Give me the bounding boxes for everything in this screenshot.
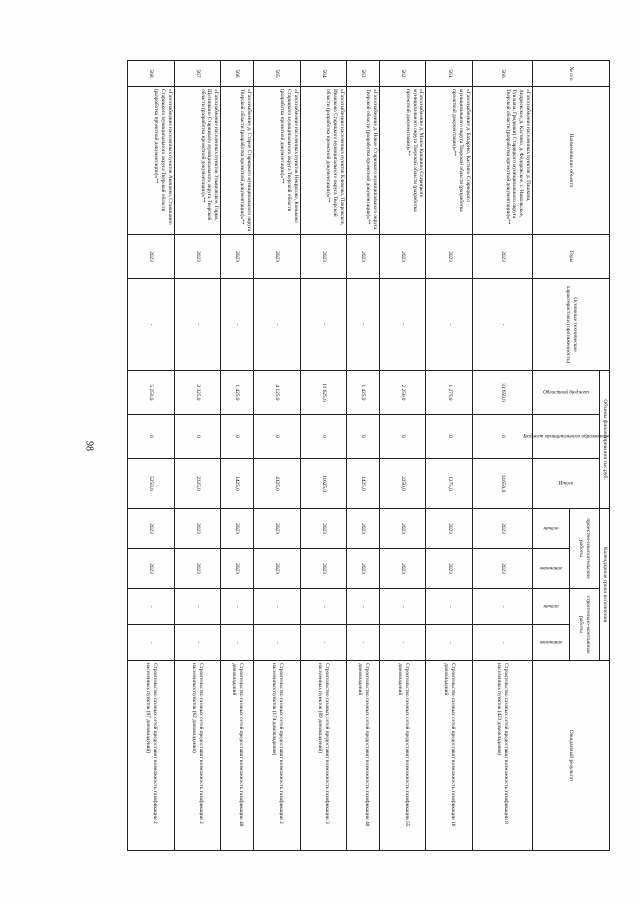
cell-design-start: 2023: [300, 509, 346, 549]
table-row: [300, 61, 346, 851]
cell-total: 2325,0: [174, 459, 220, 509]
cell-total: 31650,0: [472, 459, 532, 509]
header-fin-regional: [532, 371, 599, 415]
cell-num: 568: [128, 61, 175, 87]
cell-name: «Газоснабжение населенных пунктов д. Пашкова, Андреевское, д. Кастино, д. Фёдоровское, с. Никольское, Туношна, Гриденки) Старицкого муниципального округа Тверской области (разработка проектной документации)»**: [472, 87, 532, 235]
cell-characteristics: -: [426, 279, 472, 371]
cell-design-start: 2023: [347, 509, 380, 549]
cell-regional-budget: 31 650,0: [472, 371, 532, 415]
cell-characteristics: -: [347, 279, 380, 371]
cell-num: 560: [472, 61, 532, 87]
cell-municipal-budget: 0: [380, 415, 426, 459]
cell-result: Строительство газовых сетей предоставит возможность газификации 48 домовладений: [347, 661, 380, 851]
cell-num: 567: [174, 61, 220, 87]
table-row: [174, 61, 220, 851]
header-design-start: [532, 509, 569, 549]
cell-years: 2023: [472, 235, 532, 279]
cell-result: Строительство газовых сетей предоставит возможность газификации 2 населенных пунктов (62 домовладения): [174, 661, 220, 851]
cell-construction-start: -: [254, 589, 300, 625]
cell-name: «Газоснабжение населенных пунктов Акишево, Станишино Старицкого муниципального округа Тверской области (разработка проектной документации)»**: [128, 87, 175, 235]
table-body: [128, 61, 533, 851]
cell-total: 1425,0: [347, 459, 380, 509]
header-design-start-text: начало: [543, 525, 559, 532]
cell-years: 2023: [380, 235, 426, 279]
header-fin-total-text: Итого: [558, 480, 574, 487]
cell-characteristics: -: [128, 279, 175, 371]
table-row: [254, 61, 300, 851]
cell-design-end: 2023: [300, 549, 346, 589]
cell-name: «Газоснабжение населенных пунктов Некрасово, Коньково Старицкого муниципального округа Тверской области (разработка проектной документации)»**: [254, 87, 300, 235]
cell-name: «Газоснабжение д. Малое Кишкино Старицкого муниципального округа Тверской области (разработка проектной документации)»**: [380, 87, 426, 235]
header-fin-total: [532, 459, 599, 509]
table-row: [221, 61, 254, 851]
cell-characteristics: -: [254, 279, 300, 371]
cell-construction-end: -: [254, 625, 300, 661]
cell-design-end: 2023: [426, 549, 472, 589]
cell-regional-budget: 1 275,0: [426, 371, 472, 415]
cell-characteristics: -: [472, 279, 532, 371]
cell-construction-start: -: [472, 589, 532, 625]
cell-design-start: 2023: [380, 509, 426, 549]
cell-municipal-budget: 0: [300, 415, 346, 459]
cell-municipal-budget: 0: [472, 415, 532, 459]
cell-design-start: 2023: [254, 509, 300, 549]
cell-design-start: 2023: [221, 509, 254, 549]
cell-construction-start: -: [300, 589, 346, 625]
cell-design-end: 2023: [380, 549, 426, 589]
cell-characteristics: -: [174, 279, 220, 371]
cell-regional-budget: 5 250,0: [128, 371, 175, 415]
cell-design-end: 2023: [472, 549, 532, 589]
cell-regional-budget: 2 250,0: [380, 371, 426, 415]
table-row: [472, 61, 532, 851]
cell-result: Строительство газовых сетей предоставит возможность газификации 2 населенных пунктов (174 домовладения): [254, 661, 300, 851]
cell-municipal-budget: 0: [254, 415, 300, 459]
header-fin-municipal-text: Бюджет муниципального образования: [523, 433, 609, 440]
cell-construction-start: -: [174, 589, 220, 625]
cell-design-start: 2023: [174, 509, 220, 549]
header-characteristics: Основные технические характеристики (протяженность): [532, 279, 609, 371]
cell-design-end: 2023: [254, 549, 300, 589]
header-row-1: [599, 61, 609, 851]
cell-total: 4125,0: [254, 459, 300, 509]
cell-years: 2023: [426, 235, 472, 279]
cell-regional-budget: 4 125,0: [254, 371, 300, 415]
cell-total: 1425,0: [221, 459, 254, 509]
cell-construction-start: -: [380, 589, 426, 625]
cell-characteristics: -: [221, 279, 254, 371]
cell-municipal-budget: 0: [128, 415, 175, 459]
cell-years: 2023: [174, 235, 220, 279]
cell-design-end: 2023: [174, 549, 220, 589]
cell-characteristics: -: [300, 279, 346, 371]
cell-regional-budget: 11 625,0: [300, 371, 346, 415]
cell-result: Строительство газовых сетей предоставит возможность газификации 3 населенных пунктов (89 домовладений): [300, 661, 346, 851]
cell-total: 2250,0: [380, 459, 426, 509]
cell-total: 11625,0: [300, 459, 346, 509]
cell-num: 561: [426, 61, 472, 87]
cell-design-end: 2023: [128, 549, 175, 589]
cell-municipal-budget: 0: [426, 415, 472, 459]
cell-result: Строительство газовых сетей предоставит возможность газификации 2 населенных пунктов (87 домовладений): [128, 661, 175, 851]
cell-design-start: 2023: [128, 509, 175, 549]
cell-municipal-budget: 0: [174, 415, 220, 459]
cell-construction-start: -: [426, 589, 472, 625]
cell-construction-end: -: [300, 625, 346, 661]
cell-construction-end: -: [380, 625, 426, 661]
cell-num: 563: [347, 61, 380, 87]
cell-construction-end: -: [347, 625, 380, 661]
header-design: проектно-изыскательские работы: [569, 509, 599, 589]
cell-num: 564: [300, 61, 346, 87]
cell-regional-budget: 1 425,0: [347, 371, 380, 415]
cell-construction-end: -: [221, 625, 254, 661]
header-cons-end: [532, 625, 569, 661]
cell-characteristics: -: [380, 279, 426, 371]
cell-years: 2023: [347, 235, 380, 279]
header-cons-start: [532, 589, 569, 625]
cell-result: Строительство газовых сетей предоставит возможность газификации 16 домовладений: [426, 661, 472, 851]
cell-municipal-budget: 0: [347, 415, 380, 459]
cell-name: «Газоснабжение д. Новое Старицкого муниципального округа Тверской области (разработка проектной документации)»**: [347, 87, 380, 235]
table-row: [347, 61, 380, 851]
cell-num: 565: [254, 61, 300, 87]
header-fin-regional-text: Областной бюджет: [543, 389, 589, 396]
table-row: [426, 61, 472, 851]
rotated-page-content: [130, 60, 610, 850]
cell-design-end: 2023: [221, 549, 254, 589]
cell-construction-end: -: [426, 625, 472, 661]
cell-name: «Газоснабжение населенных пунктов Ульяновское, Горки, Щетинкино Старицкого муниципального округа Тверской области (разработка проектной документации)»**: [174, 87, 220, 235]
cell-years: 2023: [254, 235, 300, 279]
cell-result: Строительство газовых сетей предоставит возможность газификации 48 домовладений: [221, 661, 254, 851]
header-cons-end-text: окончание: [539, 639, 563, 646]
cell-design-start: 2023: [472, 509, 532, 549]
header-cons-start-text: начало: [543, 603, 559, 610]
cell-name: «Газоснабжение д. Бахарево, Кастино Старицкого муниципального округа Тверской области (разработка проектной документации)»**: [426, 87, 472, 235]
cell-years: 2023: [221, 235, 254, 279]
cell-regional-budget: 2 325,0: [174, 371, 220, 415]
cell-construction-start: -: [221, 589, 254, 625]
cell-design-start: 2023: [426, 509, 472, 549]
header-calendar: Календарные сроки исполнения: [599, 509, 609, 661]
cell-result: Строительство газовых сетей предоставит возможность газификации 8 населенных пунктов (423 домовладения): [472, 661, 532, 851]
document-sheet: [130, 60, 610, 850]
cell-design-end: 2023: [347, 549, 380, 589]
cell-construction-end: -: [128, 625, 175, 661]
table-row: [380, 61, 426, 851]
cell-construction-end: -: [174, 625, 220, 661]
table-row: [128, 61, 175, 851]
cell-name: «Газоснабжение д. Старое Старицкого муниципального округа Тверской области (разработка проектной документации)»**: [221, 87, 254, 235]
cell-total: 1275,0: [426, 459, 472, 509]
header-num: № п/п: [532, 61, 609, 87]
header-design-end: [532, 549, 569, 589]
gasification-objects-table: [127, 60, 610, 851]
cell-construction-start: -: [128, 589, 175, 625]
cell-years: 2023: [300, 235, 346, 279]
header-name: Наименование объекта: [532, 87, 609, 235]
cell-total: 5250,0: [128, 459, 175, 509]
header-result: Ожидаемый результат: [532, 661, 609, 851]
cell-years: 2023: [128, 235, 175, 279]
cell-construction-end: -: [472, 625, 532, 661]
header-construction: строительно-монтажные работы: [569, 589, 599, 661]
cell-num: 566: [221, 61, 254, 87]
header-design-end-text: окончание: [539, 565, 563, 572]
page-number: 98: [83, 441, 95, 451]
cell-construction-start: -: [347, 589, 380, 625]
header-years: Годы: [532, 235, 609, 279]
header-financing: Объемы финансирования тыс.руб.: [599, 371, 609, 509]
cell-regional-budget: 1 425,0: [221, 371, 254, 415]
cell-municipal-budget: 0: [221, 415, 254, 459]
cell-result: Строительство газовых сетей предоставит возможность газификации 55 домовладений: [380, 661, 426, 851]
cell-name: «Газоснабжение населенных пунктов Климово, Покровское, Ивашково Старицкого муниципального округа Тверской области (разработка проектной документации)»**: [300, 87, 346, 235]
cell-num: 562: [380, 61, 426, 87]
